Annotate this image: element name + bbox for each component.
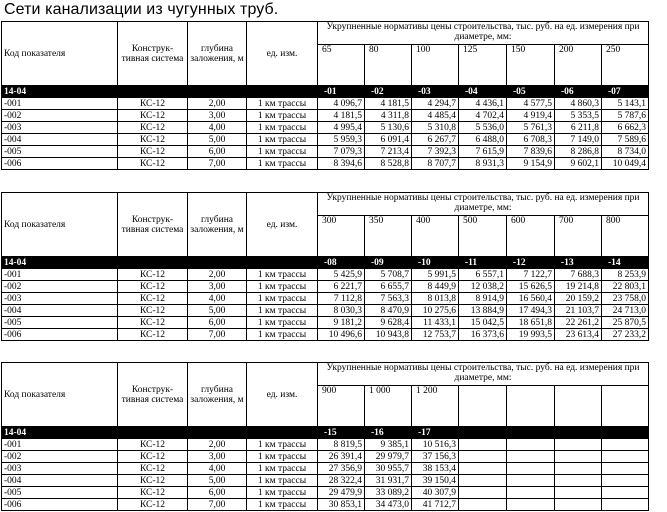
column-code — [459, 427, 507, 439]
price-cell: 24 713,0 — [602, 305, 649, 317]
price-cell — [555, 499, 602, 511]
price-cell: 7 563,3 — [365, 293, 412, 305]
price-cell: 6 488,0 — [459, 134, 507, 146]
price-cell: 7 112,8 — [318, 293, 365, 305]
price-cell: 27 233,2 — [602, 329, 649, 341]
price-cell: 4 702,4 — [459, 110, 507, 122]
price-cell: 7 688,3 — [555, 269, 602, 281]
section-blank — [188, 257, 247, 269]
diameter-cell: 800 — [602, 216, 649, 257]
diameter-cell: 200 — [555, 45, 602, 86]
price-cell: 41 712,7 — [412, 499, 459, 511]
column-code: -05 — [507, 86, 555, 98]
row-depth: 6,00 — [188, 146, 247, 158]
price-cell: 8 394,6 — [318, 158, 365, 170]
price-cell — [555, 487, 602, 499]
table-row — [2, 329, 649, 341]
table-row — [2, 98, 649, 110]
column-code: -17 — [412, 427, 459, 439]
price-cell: 6 655,7 — [365, 281, 412, 293]
header-depth: глубина заложения, м — [188, 363, 247, 427]
price-cell: 10 496,6 — [318, 329, 365, 341]
table-row — [2, 293, 649, 305]
price-cell: 4 311,8 — [365, 110, 412, 122]
price-cell: 4 096,7 — [318, 98, 365, 110]
price-cell: 10 943,8 — [365, 329, 412, 341]
row-depth: 5,00 — [188, 134, 247, 146]
price-cell — [459, 475, 507, 487]
header-unit: ед. изм. — [247, 363, 318, 427]
price-cell — [602, 463, 649, 475]
section-code: 14-04 — [2, 257, 118, 269]
row-unit: 1 км трассы — [247, 475, 318, 487]
section-blank — [247, 257, 318, 269]
diameter-cell: 700 — [555, 216, 602, 257]
table-row — [2, 269, 649, 281]
price-cell: 5 536,0 — [459, 122, 507, 134]
header-code: Код показателя — [2, 193, 118, 257]
row-system: КС-12 — [118, 281, 188, 293]
row-system: КС-12 — [118, 146, 188, 158]
column-code: -04 — [459, 86, 507, 98]
price-cell — [602, 499, 649, 511]
column-code — [602, 427, 649, 439]
row-system: КС-12 — [118, 439, 188, 451]
header-code: Код показателя — [2, 363, 118, 427]
norms-table-2 — [1, 192, 649, 341]
price-cell: 5 787,6 — [602, 110, 649, 122]
price-cell: 29 479,9 — [318, 487, 365, 499]
price-cell: 31 931,7 — [365, 475, 412, 487]
price-cell: 18 651,8 — [507, 317, 555, 329]
price-cell: 34 473,0 — [365, 499, 412, 511]
row-unit: 1 км трассы — [247, 98, 318, 110]
section-blank — [118, 427, 188, 439]
row-unit: 1 км трассы — [247, 317, 318, 329]
price-cell: 4 181,5 — [318, 110, 365, 122]
table-row — [2, 134, 649, 146]
price-cell: 5 761,3 — [507, 122, 555, 134]
price-cell: 6 221,7 — [318, 281, 365, 293]
row-depth: 7,00 — [188, 499, 247, 511]
price-cell: 22 803,1 — [602, 281, 649, 293]
section-blank — [188, 427, 247, 439]
row-system: КС-12 — [118, 293, 188, 305]
price-cell: 8 707,7 — [412, 158, 459, 170]
row-depth: 4,00 — [188, 122, 247, 134]
diameter-cell: 250 — [602, 45, 649, 86]
price-cell: 15 042,5 — [459, 317, 507, 329]
section-row — [2, 257, 649, 269]
row-system: КС-12 — [118, 158, 188, 170]
row-depth: 5,00 — [188, 305, 247, 317]
price-cell: 21 103,7 — [555, 305, 602, 317]
column-code: -01 — [318, 86, 365, 98]
column-code: -14 — [602, 257, 649, 269]
price-cell: 11 433,1 — [412, 317, 459, 329]
column-code: -16 — [365, 427, 412, 439]
row-code: -003 — [2, 293, 118, 305]
price-cell: 7 589,6 — [602, 134, 649, 146]
price-cell: 9 628,4 — [365, 317, 412, 329]
row-unit: 1 км трассы — [247, 439, 318, 451]
header-norms: Укрупненные нормативы цены строительства, тыс. руб. на ед. измерения при диаметре, мм: — [318, 363, 649, 386]
column-code: -07 — [602, 86, 649, 98]
price-cell: 23 613,4 — [555, 329, 602, 341]
price-cell: 4 919,4 — [507, 110, 555, 122]
row-depth: 7,00 — [188, 329, 247, 341]
price-cell: 4 860,3 — [555, 98, 602, 110]
row-system: КС-12 — [118, 269, 188, 281]
price-cell: 17 494,3 — [507, 305, 555, 317]
price-cell — [507, 475, 555, 487]
row-system: КС-12 — [118, 98, 188, 110]
price-cell: 7 392,3 — [412, 146, 459, 158]
row-depth: 3,00 — [188, 110, 247, 122]
price-cell: 28 322,4 — [318, 475, 365, 487]
price-cell: 37 156,3 — [412, 451, 459, 463]
row-code: -004 — [2, 134, 118, 146]
price-cell: 6 211,8 — [555, 122, 602, 134]
price-cell: 5 959,3 — [318, 134, 365, 146]
diameter-cell: 300 — [318, 216, 365, 257]
table-row — [2, 463, 649, 475]
price-cell: 9 154,9 — [507, 158, 555, 170]
price-cell: 5 130,6 — [365, 122, 412, 134]
row-system: КС-12 — [118, 499, 188, 511]
price-cell: 33 089,2 — [365, 487, 412, 499]
section-blank — [118, 86, 188, 98]
price-cell: 7 149,0 — [555, 134, 602, 146]
row-system: КС-12 — [118, 122, 188, 134]
price-cell — [507, 499, 555, 511]
column-code: -11 — [459, 257, 507, 269]
table-header-row — [2, 363, 649, 386]
price-cell: 7 615,9 — [459, 146, 507, 158]
table-row — [2, 487, 649, 499]
row-depth: 4,00 — [188, 293, 247, 305]
norms-table-1 — [1, 21, 649, 170]
price-cell — [459, 451, 507, 463]
header-system: Конструк-тивная система — [118, 193, 188, 257]
header-unit: ед. изм. — [247, 193, 318, 257]
price-cell: 5 143,1 — [602, 98, 649, 110]
price-cell: 8 819,5 — [318, 439, 365, 451]
section-blank — [247, 427, 318, 439]
section-code: 14-04 — [2, 427, 118, 439]
price-cell: 4 485,4 — [412, 110, 459, 122]
price-cell: 7 839,6 — [507, 146, 555, 158]
price-cell: 16 373,6 — [459, 329, 507, 341]
price-cell: 8 286,8 — [555, 146, 602, 158]
section-row — [2, 86, 649, 98]
price-cell: 20 159,2 — [555, 293, 602, 305]
price-cell: 16 560,4 — [507, 293, 555, 305]
row-code: -003 — [2, 463, 118, 475]
price-cell: 38 153,4 — [412, 463, 459, 475]
row-unit: 1 км трассы — [247, 499, 318, 511]
price-cell: 40 307,9 — [412, 487, 459, 499]
price-cell: 5 310,8 — [412, 122, 459, 134]
price-cell — [459, 487, 507, 499]
row-code: -001 — [2, 439, 118, 451]
price-cell — [459, 463, 507, 475]
row-depth: 5,00 — [188, 475, 247, 487]
diameter-cell — [602, 386, 649, 427]
row-unit: 1 км трассы — [247, 487, 318, 499]
diameter-cell: 350 — [365, 216, 412, 257]
price-cell — [507, 463, 555, 475]
price-cell: 8 253,9 — [602, 269, 649, 281]
price-cell — [602, 451, 649, 463]
price-cell: 7 213,4 — [365, 146, 412, 158]
row-code: -005 — [2, 487, 118, 499]
header-norms: Укрупненные нормативы цены строительства, тыс. руб. на ед. измерения при диаметре, мм: — [318, 22, 649, 45]
table-row — [2, 451, 649, 463]
row-code: -005 — [2, 146, 118, 158]
price-cell: 10 516,3 — [412, 439, 459, 451]
row-depth: 6,00 — [188, 487, 247, 499]
row-unit: 1 км трассы — [247, 122, 318, 134]
diameter-cell — [555, 386, 602, 427]
table-row — [2, 281, 649, 293]
row-unit: 1 км трассы — [247, 281, 318, 293]
row-unit: 1 км трассы — [247, 146, 318, 158]
row-unit: 1 км трассы — [247, 451, 318, 463]
diameter-cell: 125 — [459, 45, 507, 86]
column-code: -08 — [318, 257, 365, 269]
row-system: КС-12 — [118, 451, 188, 463]
table-row — [2, 305, 649, 317]
row-code: -003 — [2, 122, 118, 134]
header-depth: глубина заложения, м — [188, 22, 247, 86]
row-unit: 1 км трассы — [247, 134, 318, 146]
price-cell: 7 122,7 — [507, 269, 555, 281]
price-cell: 5 353,5 — [555, 110, 602, 122]
price-cell: 15 626,5 — [507, 281, 555, 293]
table-header-row — [2, 193, 649, 216]
price-cell: 7 079,3 — [318, 146, 365, 158]
row-code: -005 — [2, 317, 118, 329]
price-cell: 8 734,0 — [602, 146, 649, 158]
price-cell: 25 870,5 — [602, 317, 649, 329]
row-depth: 2,00 — [188, 439, 247, 451]
row-unit: 1 км трассы — [247, 158, 318, 170]
price-cell: 12 038,2 — [459, 281, 507, 293]
row-unit: 1 км трассы — [247, 110, 318, 122]
price-cell — [602, 475, 649, 487]
price-cell: 5 708,7 — [365, 269, 412, 281]
price-cell: 30 955,7 — [365, 463, 412, 475]
row-code: -004 — [2, 475, 118, 487]
row-unit: 1 км трассы — [247, 329, 318, 341]
column-code — [555, 427, 602, 439]
row-system: КС-12 — [118, 487, 188, 499]
row-depth: 7,00 — [188, 158, 247, 170]
price-cell: 29 979,7 — [365, 451, 412, 463]
row-code: -002 — [2, 281, 118, 293]
column-code: -12 — [507, 257, 555, 269]
price-cell: 4 577,5 — [507, 98, 555, 110]
column-code: -03 — [412, 86, 459, 98]
diameter-cell — [507, 386, 555, 427]
price-cell: 9 602,1 — [555, 158, 602, 170]
price-cell: 22 261,2 — [555, 317, 602, 329]
price-cell: 4 995,4 — [318, 122, 365, 134]
diameter-cell: 150 — [507, 45, 555, 86]
norms-table-3 — [1, 362, 649, 511]
row-depth: 2,00 — [188, 98, 247, 110]
section-blank — [118, 257, 188, 269]
column-code: -13 — [555, 257, 602, 269]
diameter-cell: 100 — [412, 45, 459, 86]
price-cell — [507, 439, 555, 451]
row-code: -006 — [2, 499, 118, 511]
diameter-cell: 1 200 — [412, 386, 459, 427]
column-code: -06 — [555, 86, 602, 98]
column-code: -09 — [365, 257, 412, 269]
row-depth: 3,00 — [188, 451, 247, 463]
column-code: -10 — [412, 257, 459, 269]
price-cell: 8 528,8 — [365, 158, 412, 170]
section-blank — [247, 86, 318, 98]
price-cell: 6 708,3 — [507, 134, 555, 146]
diameter-cell: 500 — [459, 216, 507, 257]
row-system: КС-12 — [118, 463, 188, 475]
row-code: -001 — [2, 269, 118, 281]
table-header-row — [2, 22, 649, 45]
price-cell — [459, 499, 507, 511]
table-row — [2, 158, 649, 170]
row-system: КС-12 — [118, 134, 188, 146]
row-unit: 1 км трассы — [247, 463, 318, 475]
table-row — [2, 439, 649, 451]
price-cell: 5 425,9 — [318, 269, 365, 281]
price-cell: 4 294,7 — [412, 98, 459, 110]
row-depth: 2,00 — [188, 269, 247, 281]
table-row — [2, 146, 649, 158]
price-cell — [507, 487, 555, 499]
page-title: Сети канализации из чугунных труб. — [4, 1, 279, 18]
section-row — [2, 427, 649, 439]
price-cell — [602, 487, 649, 499]
price-cell: 8 914,9 — [459, 293, 507, 305]
price-cell: 10 049,4 — [602, 158, 649, 170]
row-code: -006 — [2, 329, 118, 341]
row-unit: 1 км трассы — [247, 305, 318, 317]
price-cell — [555, 451, 602, 463]
row-system: КС-12 — [118, 329, 188, 341]
price-cell — [602, 439, 649, 451]
price-cell — [507, 451, 555, 463]
price-cell: 19 214,8 — [555, 281, 602, 293]
diameter-cell — [459, 386, 507, 427]
price-cell: 39 150,4 — [412, 475, 459, 487]
table-row — [2, 110, 649, 122]
price-cell: 19 993,5 — [507, 329, 555, 341]
column-code: -02 — [365, 86, 412, 98]
diameter-cell: 600 — [507, 216, 555, 257]
price-cell: 23 758,0 — [602, 293, 649, 305]
price-cell: 26 391,4 — [318, 451, 365, 463]
price-cell: 4 436,1 — [459, 98, 507, 110]
price-cell: 5 991,5 — [412, 269, 459, 281]
price-cell — [555, 463, 602, 475]
price-cell: 8 013,8 — [412, 293, 459, 305]
row-depth: 4,00 — [188, 463, 247, 475]
column-code — [507, 427, 555, 439]
section-code: 14-04 — [2, 86, 118, 98]
price-cell: 27 356,9 — [318, 463, 365, 475]
table-row — [2, 317, 649, 329]
column-code: -15 — [318, 427, 365, 439]
row-depth: 3,00 — [188, 281, 247, 293]
row-system: КС-12 — [118, 305, 188, 317]
section-blank — [188, 86, 247, 98]
price-cell: 6 091,4 — [365, 134, 412, 146]
diameter-cell: 900 — [318, 386, 365, 427]
price-cell: 30 853,1 — [318, 499, 365, 511]
price-cell: 13 884,9 — [459, 305, 507, 317]
header-unit: ед. изм. — [247, 22, 318, 86]
price-cell — [555, 475, 602, 487]
price-cell: 6 662,3 — [602, 122, 649, 134]
diameter-cell: 65 — [318, 45, 365, 86]
row-system: КС-12 — [118, 110, 188, 122]
row-code: -004 — [2, 305, 118, 317]
row-system: КС-12 — [118, 317, 188, 329]
row-depth: 6,00 — [188, 317, 247, 329]
price-cell: 8 931,3 — [459, 158, 507, 170]
diameter-cell: 400 — [412, 216, 459, 257]
price-cell: 6 557,1 — [459, 269, 507, 281]
price-cell: 10 275,6 — [412, 305, 459, 317]
price-cell: 9 385,1 — [365, 439, 412, 451]
price-cell — [555, 439, 602, 451]
diameter-cell: 1 000 — [365, 386, 412, 427]
price-cell: 8 449,9 — [412, 281, 459, 293]
header-system: Конструк-тивная система — [118, 363, 188, 427]
table-row — [2, 122, 649, 134]
price-cell: 6 267,7 — [412, 134, 459, 146]
row-code: -002 — [2, 451, 118, 463]
header-system: Конструк-тивная система — [118, 22, 188, 86]
table-row — [2, 499, 649, 511]
row-code: -006 — [2, 158, 118, 170]
price-cell: 4 181,5 — [365, 98, 412, 110]
price-cell: 9 181,2 — [318, 317, 365, 329]
price-cell: 8 470,9 — [365, 305, 412, 317]
price-cell: 8 030,3 — [318, 305, 365, 317]
diameter-cell: 80 — [365, 45, 412, 86]
row-code: -002 — [2, 110, 118, 122]
row-system: КС-12 — [118, 475, 188, 487]
row-unit: 1 км трассы — [247, 269, 318, 281]
row-code: -001 — [2, 98, 118, 110]
row-unit: 1 км трассы — [247, 293, 318, 305]
header-norms: Укрупненные нормативы цены строительства, тыс. руб. на ед. измерения при диаметре, мм: — [318, 193, 649, 216]
price-cell: 12 753,7 — [412, 329, 459, 341]
price-cell — [459, 439, 507, 451]
header-depth: глубина заложения, м — [188, 193, 247, 257]
header-code: Код показателя — [2, 22, 118, 86]
table-row — [2, 475, 649, 487]
